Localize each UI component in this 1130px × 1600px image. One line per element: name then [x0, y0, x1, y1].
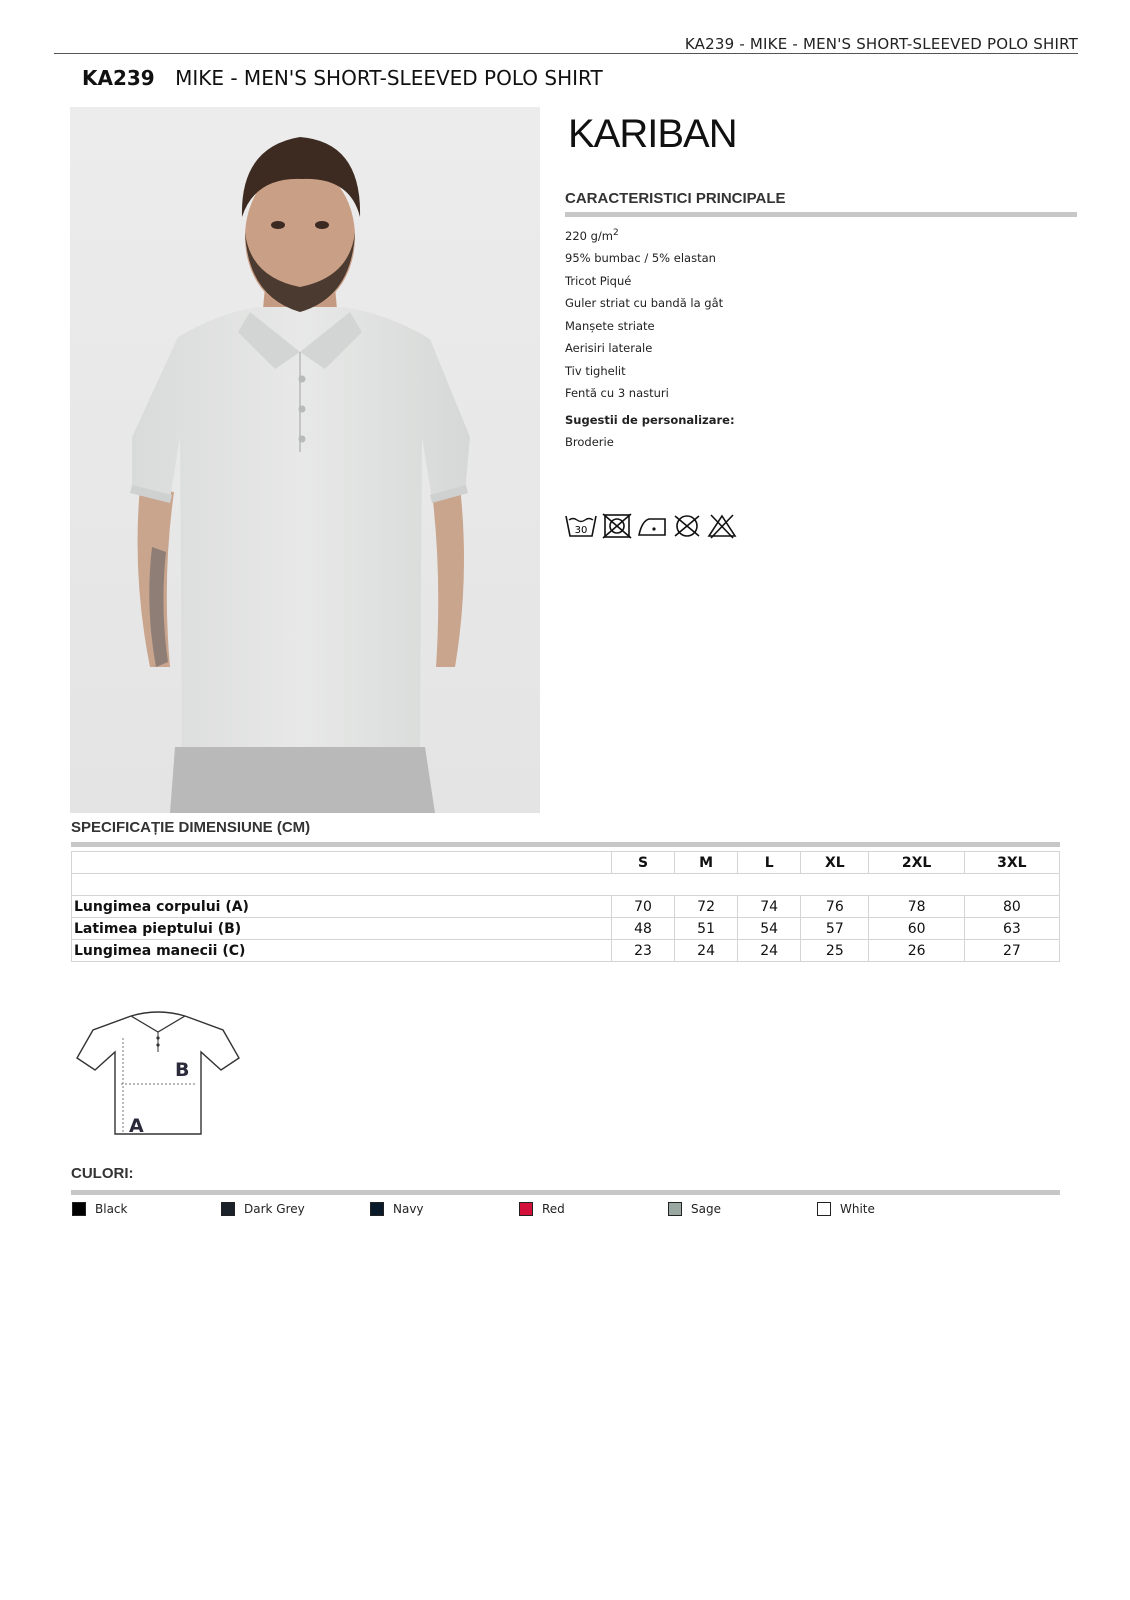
page-title: [82, 66, 603, 90]
row-label: Latimea pieptului (B): [72, 918, 612, 940]
color-name: Dark Grey: [244, 1202, 305, 1216]
table-cell: 48: [612, 918, 675, 940]
feature-item: Tricot Piqué: [565, 273, 632, 288]
table-row: [72, 896, 1060, 918]
color-item: [370, 1202, 519, 1216]
color-swatch: [370, 1202, 384, 1216]
feature-weight: 220 $g/m^2$: [565, 228, 619, 243]
color-swatch: [817, 1202, 831, 1216]
color-swatch: [519, 1202, 533, 1216]
table-cell: 63: [964, 918, 1059, 940]
no-bleach-icon: [707, 513, 737, 539]
row-label: Lungimea manecii (C): [72, 940, 612, 962]
running-header: KA239 - MIKE - MEN'S SHORT-SLEEVED POLO SHIRT: [684, 35, 1078, 53]
care-instructions: [565, 513, 737, 539]
table-cell: 72: [675, 896, 738, 918]
svg-text:30: 30: [574, 525, 588, 536]
header-rule: [54, 53, 1078, 54]
table-cell: 60: [869, 918, 964, 940]
feature-item: Tiv tighelit: [565, 363, 626, 378]
no-dry-clean-icon: [672, 513, 702, 539]
feature-item: Guler striat cu bandă la gât: [565, 296, 724, 311]
size-header: M: [675, 852, 738, 874]
table-cell: 27: [964, 940, 1059, 962]
size-spec-rule: [71, 842, 1060, 847]
diagram-label-b: B: [175, 1059, 190, 1081]
feature-item: 95% bumbac / 5% elastan: [565, 251, 716, 266]
color-name: White: [840, 1202, 875, 1216]
table-cell: 80: [964, 896, 1059, 918]
table-cell: 24: [675, 940, 738, 962]
table-cell: 78: [869, 896, 964, 918]
size-header: XL: [801, 852, 869, 874]
size-header: 3XL: [964, 852, 1059, 874]
product-code: KA239: [82, 66, 155, 90]
features-title: CARACTERISTICI PRINCIPALE: [565, 190, 786, 207]
product-name: MIKE - MEN'S SHORT-SLEEVED POLO SHIRT: [175, 66, 603, 90]
table-cell: 25: [801, 940, 869, 962]
feature-item: Fentă cu 3 nasturi: [565, 386, 669, 401]
personalization-label: Sugestii de personalizare:: [565, 412, 735, 427]
size-spacer-row: [72, 874, 1060, 896]
size-header-blank: [72, 852, 612, 874]
size-table: [71, 851, 1060, 962]
color-name: Sage: [691, 1202, 721, 1216]
features-rule: [565, 212, 1077, 217]
table-cell: 74: [738, 896, 801, 918]
size-spec-title: SPECIFICAȚIE DIMENSIUNE (CM): [71, 819, 311, 836]
color-name: Navy: [393, 1202, 424, 1216]
table-cell: 24: [738, 940, 801, 962]
color-swatch: [668, 1202, 682, 1216]
color-list: [72, 1202, 966, 1216]
size-header: 2XL: [869, 852, 964, 874]
color-item: [72, 1202, 221, 1216]
measurement-diagram: [73, 1008, 243, 1148]
color-name: Red: [542, 1202, 565, 1216]
color-item: [668, 1202, 817, 1216]
color-item: [519, 1202, 668, 1216]
no-tumble-dry-icon: [602, 513, 632, 539]
wash-30-icon: [565, 513, 597, 539]
color-item: [817, 1202, 966, 1216]
size-header: S: [612, 852, 675, 874]
color-swatch: [221, 1202, 235, 1216]
feature-item: Aerisiri laterale: [565, 341, 653, 356]
features-list: [565, 222, 735, 454]
color-swatch: [72, 1202, 86, 1216]
color-item: [221, 1202, 370, 1216]
table-row: [72, 940, 1060, 962]
table-cell: 26: [869, 940, 964, 962]
brand-logo: KARIBAN: [568, 112, 737, 156]
table-cell: 76: [801, 896, 869, 918]
personalization-value: Broderie: [565, 435, 614, 450]
row-label: Lungimea corpului (A): [72, 896, 612, 918]
table-row: [72, 918, 1060, 940]
diagram-label-a: A: [129, 1115, 144, 1137]
colors-title: CULORI:: [71, 1165, 134, 1182]
table-cell: 57: [801, 918, 869, 940]
color-name: Black: [95, 1202, 128, 1216]
size-header: L: [738, 852, 801, 874]
table-cell: 70: [612, 896, 675, 918]
iron-low-icon: [637, 513, 667, 539]
feature-item: Manșete striate: [565, 318, 655, 333]
size-header-row: [72, 852, 1060, 874]
colors-rule: [71, 1190, 1060, 1195]
table-cell: 51: [675, 918, 738, 940]
product-photo: [70, 107, 540, 813]
table-cell: 23: [612, 940, 675, 962]
table-cell: 54: [738, 918, 801, 940]
